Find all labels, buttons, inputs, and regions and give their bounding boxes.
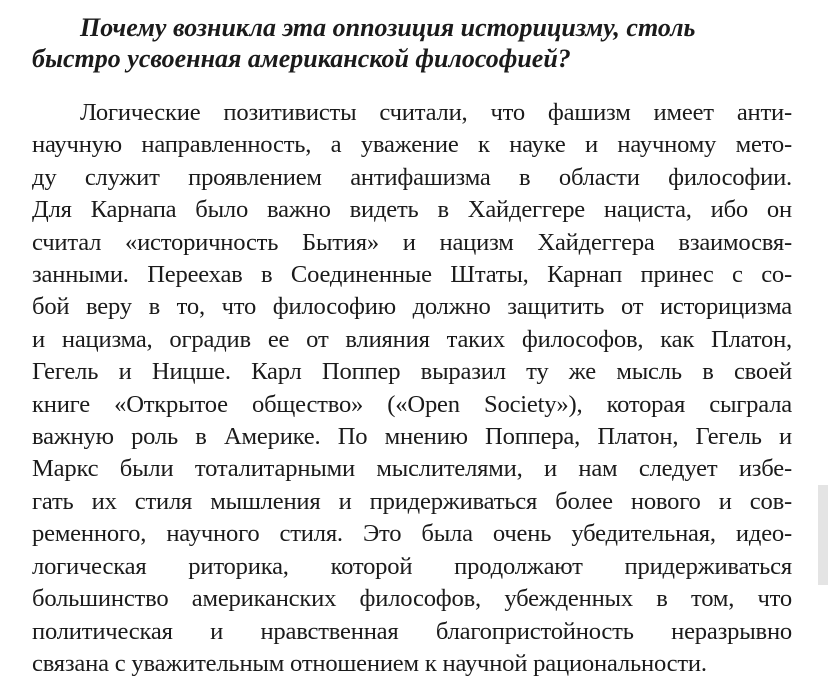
paragraph-line: Маркс были тоталитарными мыслителями, и нам следует избе- (32, 455, 792, 483)
page-edge-shadow (818, 485, 828, 585)
paragraph-line: гать их стиля мышления и придерживаться более нового и сов- (32, 487, 792, 515)
paragraph-line: и нацизма, оградив ее от влияния таких философов, как Платон, (32, 325, 792, 353)
paragraph-line: Логические позитивисты считали, что фашизм имеет анти- (80, 99, 792, 126)
paragraph-line: книге «Открытое общество» («Open Society»), которая сыграла (32, 390, 792, 418)
paragraph-line: занными. Переехав в Соединенные Штаты, Карнап принес с со- (32, 261, 792, 289)
paragraph-line: научную направленность, а уважение к науке и научному мето- (32, 131, 792, 159)
paragraph-line: важную роль в Америке. По мнению Поппера, Платон, Гегель и (32, 423, 792, 451)
paragraph-line: считал «историчность Бытия» и нацизм Хайдеггера взаимосвя- (32, 228, 792, 256)
paragraph-line: большинство американских философов, убежденных в том, что (32, 585, 792, 613)
paragraph-line: Для Карнапа было важно видеть в Хайдеггере нациста, ибо он (32, 196, 792, 224)
paragraph-line: ду служит проявлением антифашизма в области философии. (32, 163, 792, 191)
body-paragraph (32, 97, 792, 680)
paragraph-line: Гегель и Ницше. Карл Поппер выразил ту же мысль в своей (32, 358, 792, 386)
section-question-heading (32, 12, 802, 74)
paragraph-line: политическая и нравственная благопристойность неразрывно (32, 617, 792, 645)
heading-line: Почему возникла эта оппозиция историцизму, столь (80, 13, 696, 42)
paragraph-line: ременного, научного стиля. Это была очень убедительная, идео- (32, 520, 792, 548)
paragraph-line: бой веру в то, что философию должно защитить от историцизма (32, 293, 792, 321)
paragraph-line: связана с уважительным отношением к научной рациональности. (32, 649, 707, 677)
paragraph-line: логическая риторика, которой продолжают придерживаться (32, 552, 792, 580)
heading-line: быстро усвоенная американской философией? (32, 44, 571, 73)
